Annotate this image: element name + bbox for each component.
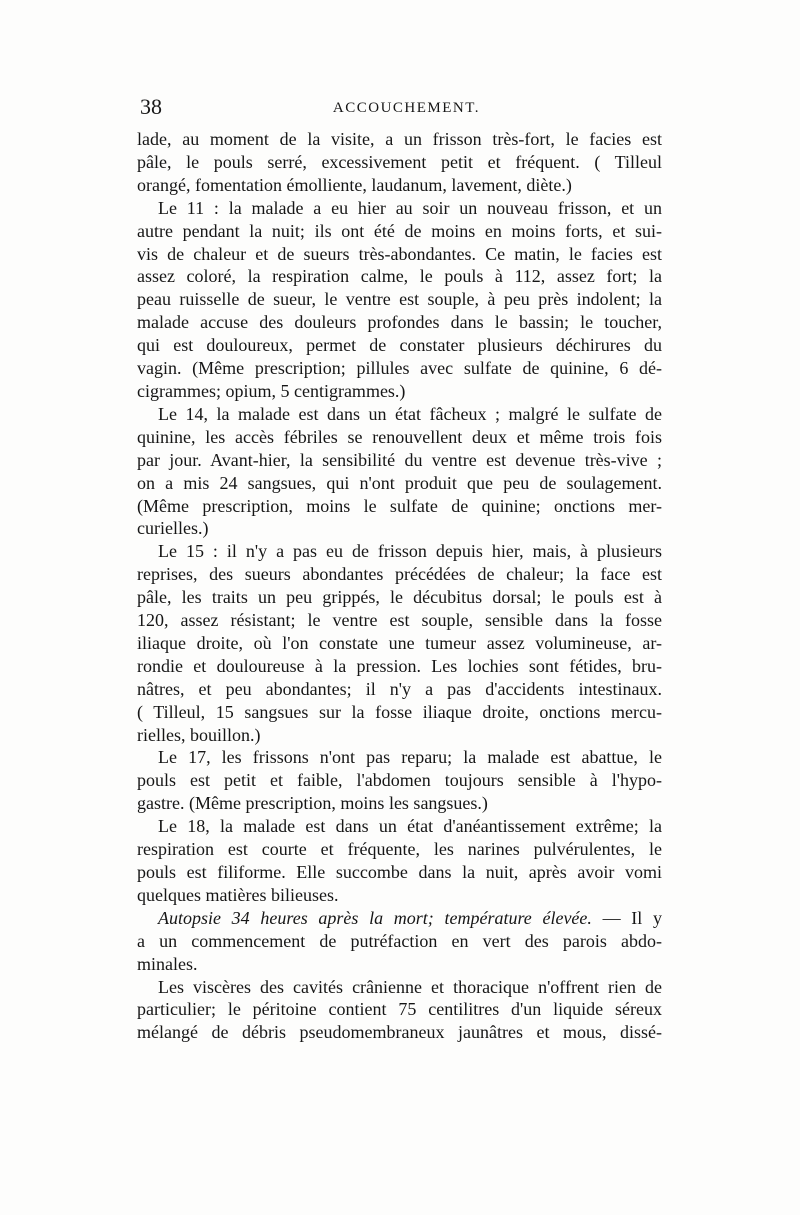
text-run: — Il y bbox=[591, 907, 662, 928]
autopsy-heading: Autopsie 34 heures après la mort; température élevée. bbox=[158, 907, 592, 928]
text-line: curielles.) bbox=[137, 518, 209, 539]
text-line: lade, au moment de la visite, a un frisson très-fort, le facies est bbox=[137, 129, 662, 149]
text-line: rielles, bouillon.) bbox=[137, 724, 261, 745]
text-line: minales. bbox=[137, 953, 198, 974]
text-line: Le 15 : il n'y a pas eu de frisson depuis hier, mais, à plusieurs bbox=[158, 541, 662, 562]
text-line: malade accuse des douleurs profondes dans le bassin; le toucher, bbox=[137, 312, 662, 333]
paragraph bbox=[137, 403, 662, 540]
running-head bbox=[137, 94, 662, 120]
text-line: vis de chaleur et de sueurs très-abondantes. Ce matin, le facies est bbox=[137, 243, 662, 264]
text-line: Le 11 : la malade a eu hier au soir un nouveau frisson, et un bbox=[158, 197, 662, 218]
text-line: pâle, le pouls serré, excessivement petit et fréquent. ( Tilleul bbox=[137, 151, 662, 172]
text-line: orangé, fomentation émolliente, laudanum, lavement, diète.) bbox=[137, 174, 572, 195]
text-line: pâle, les traits un peu grippés, le décubitus dorsal; le pouls est à bbox=[137, 587, 662, 608]
text-line: Les viscères des cavités crânienne et thoracique n'offrent rien de bbox=[158, 976, 662, 997]
paragraph bbox=[137, 540, 662, 746]
text-line: respiration est courte et fréquente, les narines pulvérulentes, le bbox=[137, 839, 662, 860]
text-line: a un commencement de putréfaction en vert des parois abdo- bbox=[137, 930, 662, 951]
text-line: peau ruisselle de sueur, le ventre est souple, à peu près indolent; la bbox=[137, 289, 662, 310]
text-line: ( Tilleul, 15 sangsues sur la fosse iliaque droite, onctions mercu- bbox=[137, 701, 662, 722]
text-line: Le 14, la malade est dans un état fâcheux ; malgré le sulfate de bbox=[158, 403, 662, 424]
text-line: par jour. Avant-hier, la sensibilité du ventre est devenue très-vive ; bbox=[137, 449, 662, 470]
text-line: quinine, les accès fébriles se renouvellent deux et même trois fois bbox=[137, 426, 662, 447]
page-number: 38 bbox=[140, 94, 162, 119]
text-line: cigrammes; opium, 5 centigrammes.) bbox=[137, 380, 406, 401]
paragraph bbox=[137, 197, 662, 403]
text-line: rondie et douloureuse à la pression. Les lochies sont fétides, bru- bbox=[137, 655, 662, 676]
text-line bbox=[137, 907, 662, 930]
paragraph bbox=[137, 815, 662, 907]
text-line: reprises, des sueurs abondantes précédées de chaleur; la face est bbox=[137, 564, 662, 585]
paragraph bbox=[137, 976, 662, 1045]
text-line: assez coloré, la respiration calme, le pouls à 112, assez fort; la bbox=[137, 266, 662, 287]
paragraph bbox=[137, 128, 662, 197]
paragraph bbox=[137, 746, 662, 815]
text-line: quelques matières bilieuses. bbox=[137, 884, 339, 905]
running-title: ACCOUCHEMENT. bbox=[332, 100, 481, 116]
paragraph bbox=[137, 907, 662, 976]
text-line: Le 17, les frissons n'ont pas reparu; la malade est abattue, le bbox=[158, 747, 662, 768]
text-line: 120, assez résistant; le ventre est souple, sensible dans la fosse bbox=[137, 610, 662, 631]
text-line: nâtres, et peu abondantes; il n'y a pas d'accidents intestinaux. bbox=[137, 678, 662, 699]
text-line: on a mis 24 sangsues, qui n'ont produit que peu de soulagement. bbox=[137, 472, 662, 493]
text-line: particulier; le péritoine contient 75 centilitres d'un liquide séreux bbox=[137, 999, 662, 1020]
text-line: autre pendant la nuit; ils ont été de moins en moins forts, et sui- bbox=[137, 220, 662, 241]
text-line: pouls est filiforme. Elle succombe dans la nuit, après avoir vomi bbox=[137, 862, 662, 882]
text-line: (Même prescription, moins le sulfate de quinine; onctions mer- bbox=[137, 495, 662, 516]
text-line: mélangé de débris pseudomembraneux jaunâtres et mous, dissé- bbox=[137, 1022, 662, 1043]
page-body bbox=[137, 128, 662, 1044]
text-line: gastre. (Même prescription, moins les sangsues.) bbox=[137, 793, 488, 814]
text-line: qui est douloureux, permet de constater plusieurs déchirures du bbox=[137, 335, 662, 356]
text-line: vagin. (Même prescription; pillules avec sulfate de quinine, 6 dé- bbox=[137, 358, 662, 379]
text-line: iliaque droite, où l'on constate une tumeur assez volumineuse, ar- bbox=[137, 632, 662, 653]
text-line: Le 18, la malade est dans un état d'anéantissement extrême; la bbox=[158, 816, 662, 837]
text-line: pouls est petit et faible, l'abdomen toujours sensible à l'hypo- bbox=[137, 770, 662, 791]
